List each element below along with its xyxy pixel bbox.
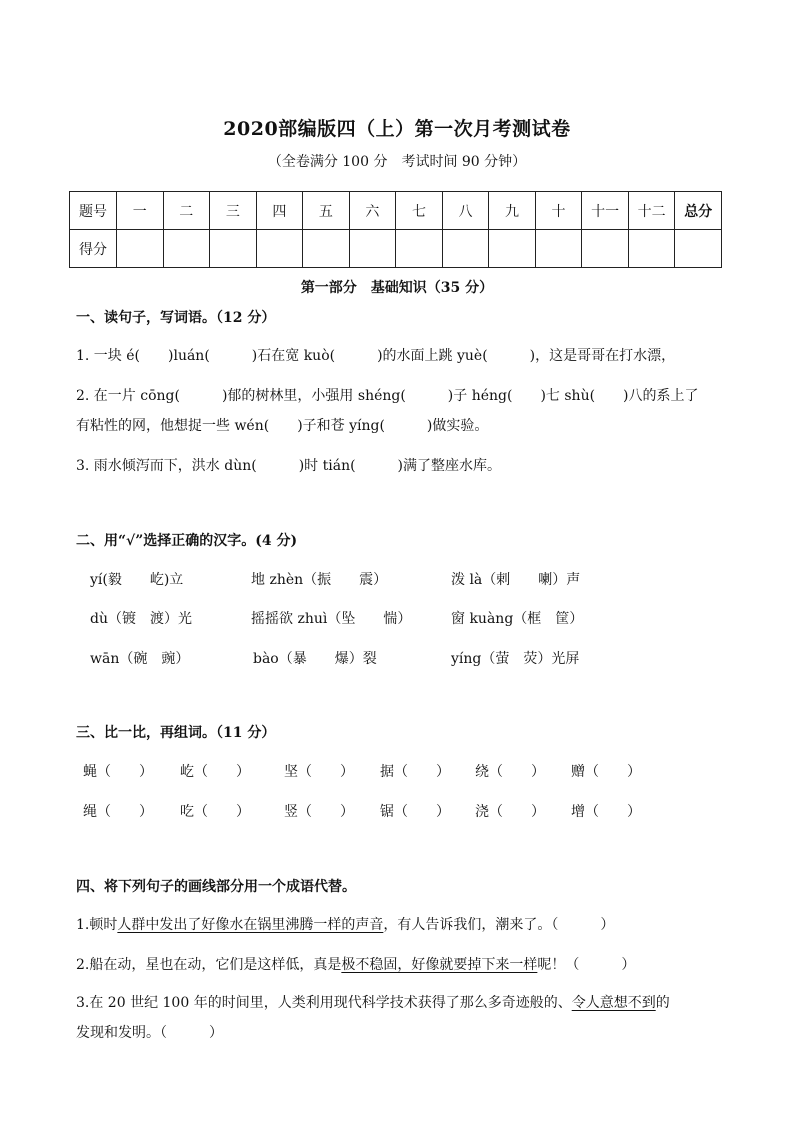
- score-cell-6[interactable]: [349, 230, 396, 268]
- score-col-2: 二: [163, 192, 210, 230]
- score-col-1: 一: [117, 192, 164, 230]
- score-col-7: 七: [396, 192, 443, 230]
- q2-item[interactable]: bào（暴 爆）裂: [253, 651, 377, 667]
- score-table: [69, 191, 722, 268]
- q4-sentence-1: [76, 914, 614, 934]
- score-col-total: 总分: [675, 192, 722, 230]
- q2-item[interactable]: 摇摇欲 zhuì（坠 惴）: [251, 611, 412, 627]
- score-cell-9[interactable]: [489, 230, 536, 268]
- q3-item[interactable]: 绳（ ）: [83, 804, 153, 820]
- q3-item[interactable]: 蝇（ ）: [83, 764, 153, 780]
- q3-item[interactable]: 屹（ ）: [180, 764, 250, 780]
- q4-s3-prefix: 3.在 20 世纪 100 年的时间里，人类利用现代科学技术获得了那么多奇迹般的、: [76, 995, 572, 1011]
- q1-line-2: 2. 在一片 cōng( )郁的树林里，小强用 shéng( )子 héng( )七 shù( )八的系上了: [76, 388, 699, 404]
- q4-s2-suffix: 呢！（ ）: [537, 957, 636, 973]
- q3-item[interactable]: 据（ ）: [380, 764, 450, 780]
- q1-title: 一、读句子，写词语。（12 分）: [76, 310, 276, 326]
- q4-sentence-3-cont: 发现和发明。（ ）: [76, 1025, 223, 1041]
- q2-title: 二、用“√”选择正确的汉字。(4 分): [76, 533, 298, 549]
- q2-item[interactable]: 地 zhèn（振 震）: [251, 572, 388, 588]
- score-cell-10[interactable]: [535, 230, 582, 268]
- score-table-header-row: [70, 192, 722, 230]
- score-table-score-row: [70, 230, 722, 268]
- q2-item[interactable]: yíng（萤 荧）光屏: [451, 651, 580, 667]
- q4-title: 四、将下列句子的画线部分用一个成语代替。: [76, 879, 356, 895]
- q4-s1-prefix: 1.顿时: [76, 917, 118, 933]
- score-cell-1[interactable]: [117, 230, 164, 268]
- q3-item[interactable]: 浇（ ）: [475, 804, 545, 820]
- score-col-12: 十二: [628, 192, 675, 230]
- score-col-6: 六: [349, 192, 396, 230]
- score-col-10: 十: [535, 192, 582, 230]
- q3-item[interactable]: 锯（ ）: [380, 804, 450, 820]
- score-cell-7[interactable]: [396, 230, 443, 268]
- score-cell-12[interactable]: [628, 230, 675, 268]
- score-cell-5[interactable]: [303, 230, 350, 268]
- score-table-row2-label: 得分: [70, 230, 117, 268]
- q2-item[interactable]: dù（镀 渡）光: [90, 611, 192, 627]
- q2-item[interactable]: yí(毅 屹)立: [90, 572, 184, 588]
- q4-s1-underlined: 人群中发出了好像水在锅里沸腾一样的声音: [117, 917, 384, 933]
- q4-s3-underlined: 令人意想不到: [571, 995, 656, 1011]
- q3-item[interactable]: 增（ ）: [571, 804, 641, 820]
- q4-sentence-2: [76, 954, 635, 974]
- q3-title: 三、比一比，再组词。（11 分）: [76, 725, 276, 741]
- q1-line-4: 3. 雨水倾泻而下，洪水 dùn( )时 tián( )满了整座水库。: [76, 458, 502, 474]
- q3-item[interactable]: 竖（ ）: [284, 804, 354, 820]
- score-cell-11[interactable]: [582, 230, 629, 268]
- exam-subtitle: （全卷满分 100 分 考试时间 90 分钟）: [267, 154, 527, 170]
- q1-line-3: 有粘性的网，他想捉一些 wén( )子和苍 yíng( )做实验。: [76, 418, 489, 434]
- score-col-3: 三: [210, 192, 257, 230]
- q4-s2-underlined: 极不稳固，好像就要掉下来一样: [341, 957, 538, 973]
- score-cell-2[interactable]: [163, 230, 210, 268]
- q2-item[interactable]: 窗 kuàng（框 筐）: [451, 611, 584, 627]
- score-col-9: 九: [489, 192, 536, 230]
- score-col-11: 十一: [582, 192, 629, 230]
- score-cell-3[interactable]: [210, 230, 257, 268]
- q3-item[interactable]: 坚（ ）: [284, 764, 354, 780]
- score-cell-4[interactable]: [256, 230, 303, 268]
- q2-item[interactable]: 泼 là（剌 喇）声: [451, 572, 581, 588]
- score-cell-total[interactable]: [675, 230, 722, 268]
- q4-s1-suffix: ，有人告诉我们，潮来了。（ ）: [383, 917, 615, 933]
- q2-item[interactable]: wān（碗 豌）: [90, 651, 190, 667]
- score-col-5: 五: [303, 192, 350, 230]
- exam-title: 2020部编版四（上）第一次月考测试卷: [223, 118, 571, 140]
- score-cell-8[interactable]: [442, 230, 489, 268]
- score-col-8: 八: [442, 192, 489, 230]
- q4-s2-prefix: 2.船在动，星也在动，它们是这样低，真是: [76, 957, 342, 973]
- score-col-4: 四: [256, 192, 303, 230]
- q4-sentence-3: [76, 992, 670, 1012]
- q3-item[interactable]: 吃（ ）: [180, 804, 250, 820]
- part1-heading: 第一部分 基础知识（35 分）: [300, 280, 494, 296]
- score-table-row1-label: 题号: [70, 192, 117, 230]
- q1-line-1: 1. 一块 é( )luán( )石在宽 kuò( )的水面上跳 yuè( )，这是哥哥在打水漂，: [76, 348, 676, 364]
- q3-item[interactable]: 赠（ ）: [571, 764, 641, 780]
- q3-item[interactable]: 绕（ ）: [475, 764, 545, 780]
- q4-s3-suffix: 的: [655, 995, 670, 1011]
